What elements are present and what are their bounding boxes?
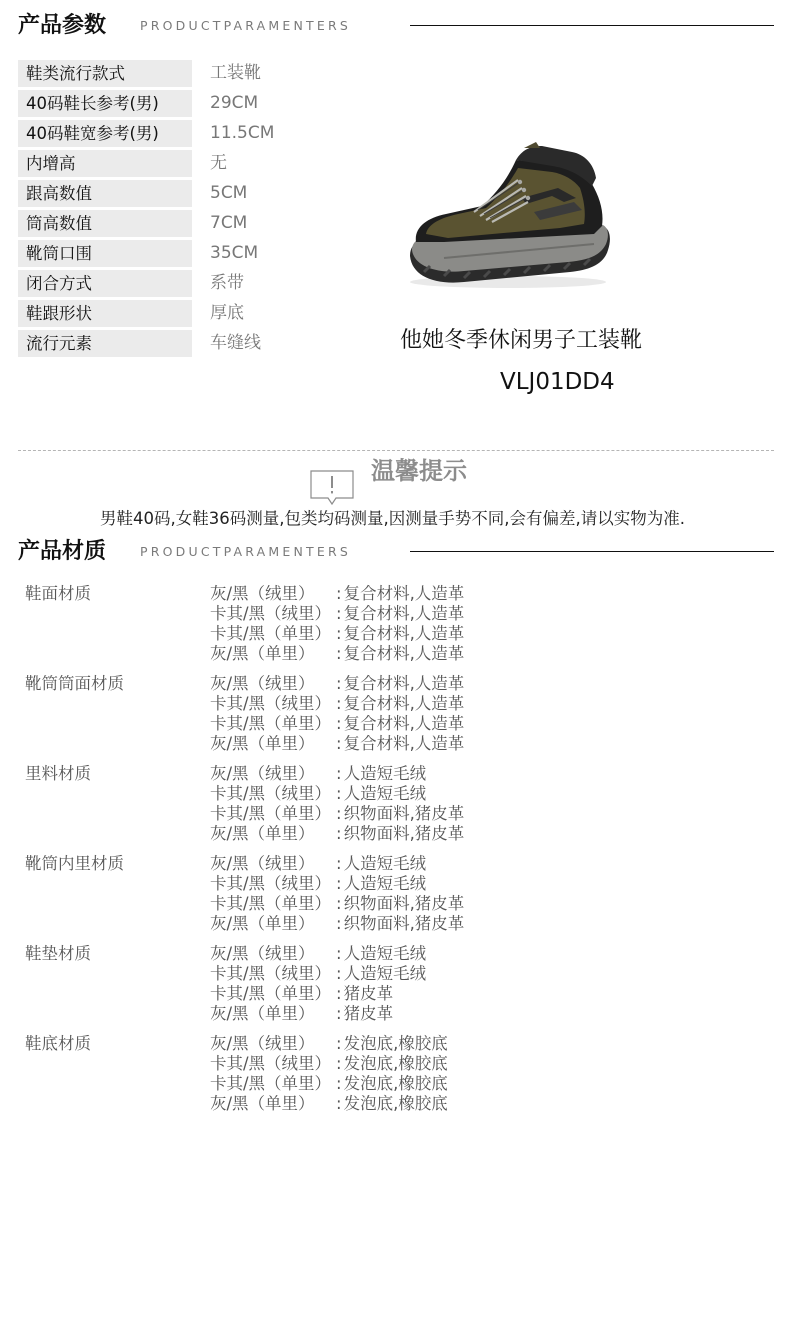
material-value: : 复合材料,人造革 (336, 674, 464, 694)
params-table (18, 60, 378, 360)
material-variant: 灰/黑（单里） (210, 1004, 315, 1023)
material-value: : 复合材料,人造革 (336, 734, 464, 754)
material-label: 鞋垫材质 (25, 944, 91, 963)
param-value: 工装靴 (210, 63, 261, 83)
materials-section-divider (410, 551, 774, 552)
material-variant: 卡其/黑（单里） (210, 984, 332, 1003)
param-value: 无 (210, 153, 227, 173)
material-variant: 灰/黑（绒里） (210, 854, 315, 873)
dashed-divider (18, 450, 774, 451)
product-name: 他她冬季休闲男子工装靴 (400, 328, 643, 353)
param-row (18, 120, 378, 150)
materials-section-title: 产品材质 (18, 539, 107, 564)
material-label: 里料材质 (25, 764, 91, 783)
params-section-title: 产品参数 (18, 13, 107, 38)
material-value: : 人造短毛绒 (336, 944, 426, 964)
material-value: : 人造短毛绒 (336, 854, 426, 874)
param-label: 40码鞋宽参考(男) (18, 120, 192, 147)
material-variant: 卡其/黑（绒里） (210, 694, 332, 713)
param-label: 鞋类流行款式 (18, 60, 192, 87)
param-label: 靴筒口围 (18, 240, 192, 267)
params-section-divider (410, 25, 774, 26)
param-label: 鞋跟形状 (18, 300, 192, 327)
material-value: : 织物面料,猪皮革 (336, 894, 464, 914)
material-variant: 灰/黑（单里） (210, 1094, 315, 1113)
param-value: 11.5CM (210, 123, 275, 143)
material-value: : 复合材料,人造革 (336, 604, 464, 624)
material-value: : 复合材料,人造革 (336, 644, 464, 664)
material-variant: 灰/黑（绒里） (210, 674, 315, 693)
material-variant: 卡其/黑（单里） (210, 714, 332, 733)
params-section-header (18, 10, 774, 42)
material-value: : 猪皮革 (336, 984, 393, 1004)
material-value: : 人造短毛绒 (336, 764, 426, 784)
param-value: 车缝线 (210, 333, 261, 353)
param-value: 29CM (210, 93, 259, 113)
material-value: : 发泡底,橡胶底 (336, 1074, 448, 1094)
material-variant: 灰/黑（绒里） (210, 1034, 315, 1053)
material-variant: 卡其/黑（单里） (210, 804, 332, 823)
material-variant: 灰/黑（绒里） (210, 764, 315, 783)
param-value: 厚底 (210, 303, 244, 323)
param-label: 40码鞋长参考(男) (18, 90, 192, 117)
material-value: : 织物面料,猪皮革 (336, 824, 464, 844)
work-boot-photo (404, 138, 620, 294)
param-row (18, 210, 378, 240)
material-variant: 卡其/黑（绒里） (210, 1054, 332, 1073)
materials-section-header (18, 536, 774, 568)
param-label: 流行元素 (18, 330, 192, 357)
material-value: : 发泡底,橡胶底 (336, 1094, 448, 1114)
material-value: : 复合材料,人造革 (336, 694, 464, 714)
material-variant: 卡其/黑（单里） (210, 1074, 332, 1093)
param-row (18, 270, 378, 300)
material-variant: 卡其/黑（绒里） (210, 874, 332, 893)
param-label: 跟高数值 (18, 180, 192, 207)
material-value: : 复合材料,人造革 (336, 584, 464, 604)
material-variant: 灰/黑（单里） (210, 644, 315, 663)
product-code: VLJ01DD4 (500, 369, 615, 395)
material-value: : 复合材料,人造革 (336, 624, 464, 644)
param-row (18, 180, 378, 210)
material-variant: 灰/黑（绒里） (210, 944, 315, 963)
material-value: : 织物面料,猪皮革 (336, 914, 464, 934)
material-variant: 卡其/黑（绒里） (210, 964, 332, 983)
material-variant: 卡其/黑（绒里） (210, 784, 332, 803)
material-label: 靴筒筒面材质 (25, 674, 124, 693)
materials-section-subtitle: PRODUCTPARAMENTERS (140, 544, 352, 559)
material-variant: 灰/黑（单里） (210, 914, 315, 933)
material-value: : 人造短毛绒 (336, 874, 426, 894)
material-value: : 发泡底,橡胶底 (336, 1054, 448, 1074)
param-label: 筒高数值 (18, 210, 192, 237)
material-value: : 发泡底,橡胶底 (336, 1034, 448, 1054)
param-row (18, 330, 378, 360)
param-row (18, 150, 378, 180)
material-variant: 卡其/黑（单里） (210, 624, 332, 643)
param-label: 闭合方式 (18, 270, 192, 297)
material-value: : 人造短毛绒 (336, 964, 426, 984)
param-row (18, 90, 378, 120)
params-section-subtitle: PRODUCTPARAMENTERS (140, 18, 352, 33)
material-value: : 复合材料,人造革 (336, 714, 464, 734)
material-variant: 卡其/黑（单里） (210, 894, 332, 913)
tip-text: 男鞋40码,女鞋36码测量,包类均码测量,因测量手势不同,会有偏差,请以实物为准. (100, 509, 685, 528)
material-variant: 灰/黑（绒里） (210, 584, 315, 603)
param-row (18, 60, 378, 90)
material-variant: 灰/黑（单里） (210, 734, 315, 753)
material-value: : 人造短毛绒 (336, 784, 426, 804)
param-label: 内增高 (18, 150, 192, 177)
material-label: 鞋面材质 (25, 584, 91, 603)
material-value: : 织物面料,猪皮革 (336, 804, 464, 824)
param-value: 5CM (210, 183, 248, 203)
exclamation-speech-bubble-icon (310, 470, 354, 506)
param-value: 7CM (210, 213, 248, 233)
material-value: : 猪皮革 (336, 1004, 393, 1024)
param-value: 35CM (210, 243, 259, 263)
material-label: 鞋底材质 (25, 1034, 91, 1053)
material-variant: 卡其/黑（绒里） (210, 604, 332, 623)
param-row (18, 300, 378, 330)
param-row (18, 240, 378, 270)
material-variant: 灰/黑（单里） (210, 824, 315, 843)
param-value: 系带 (210, 273, 244, 293)
material-label: 靴筒内里材质 (25, 854, 124, 873)
tip-title: 温馨提示 (371, 457, 467, 485)
